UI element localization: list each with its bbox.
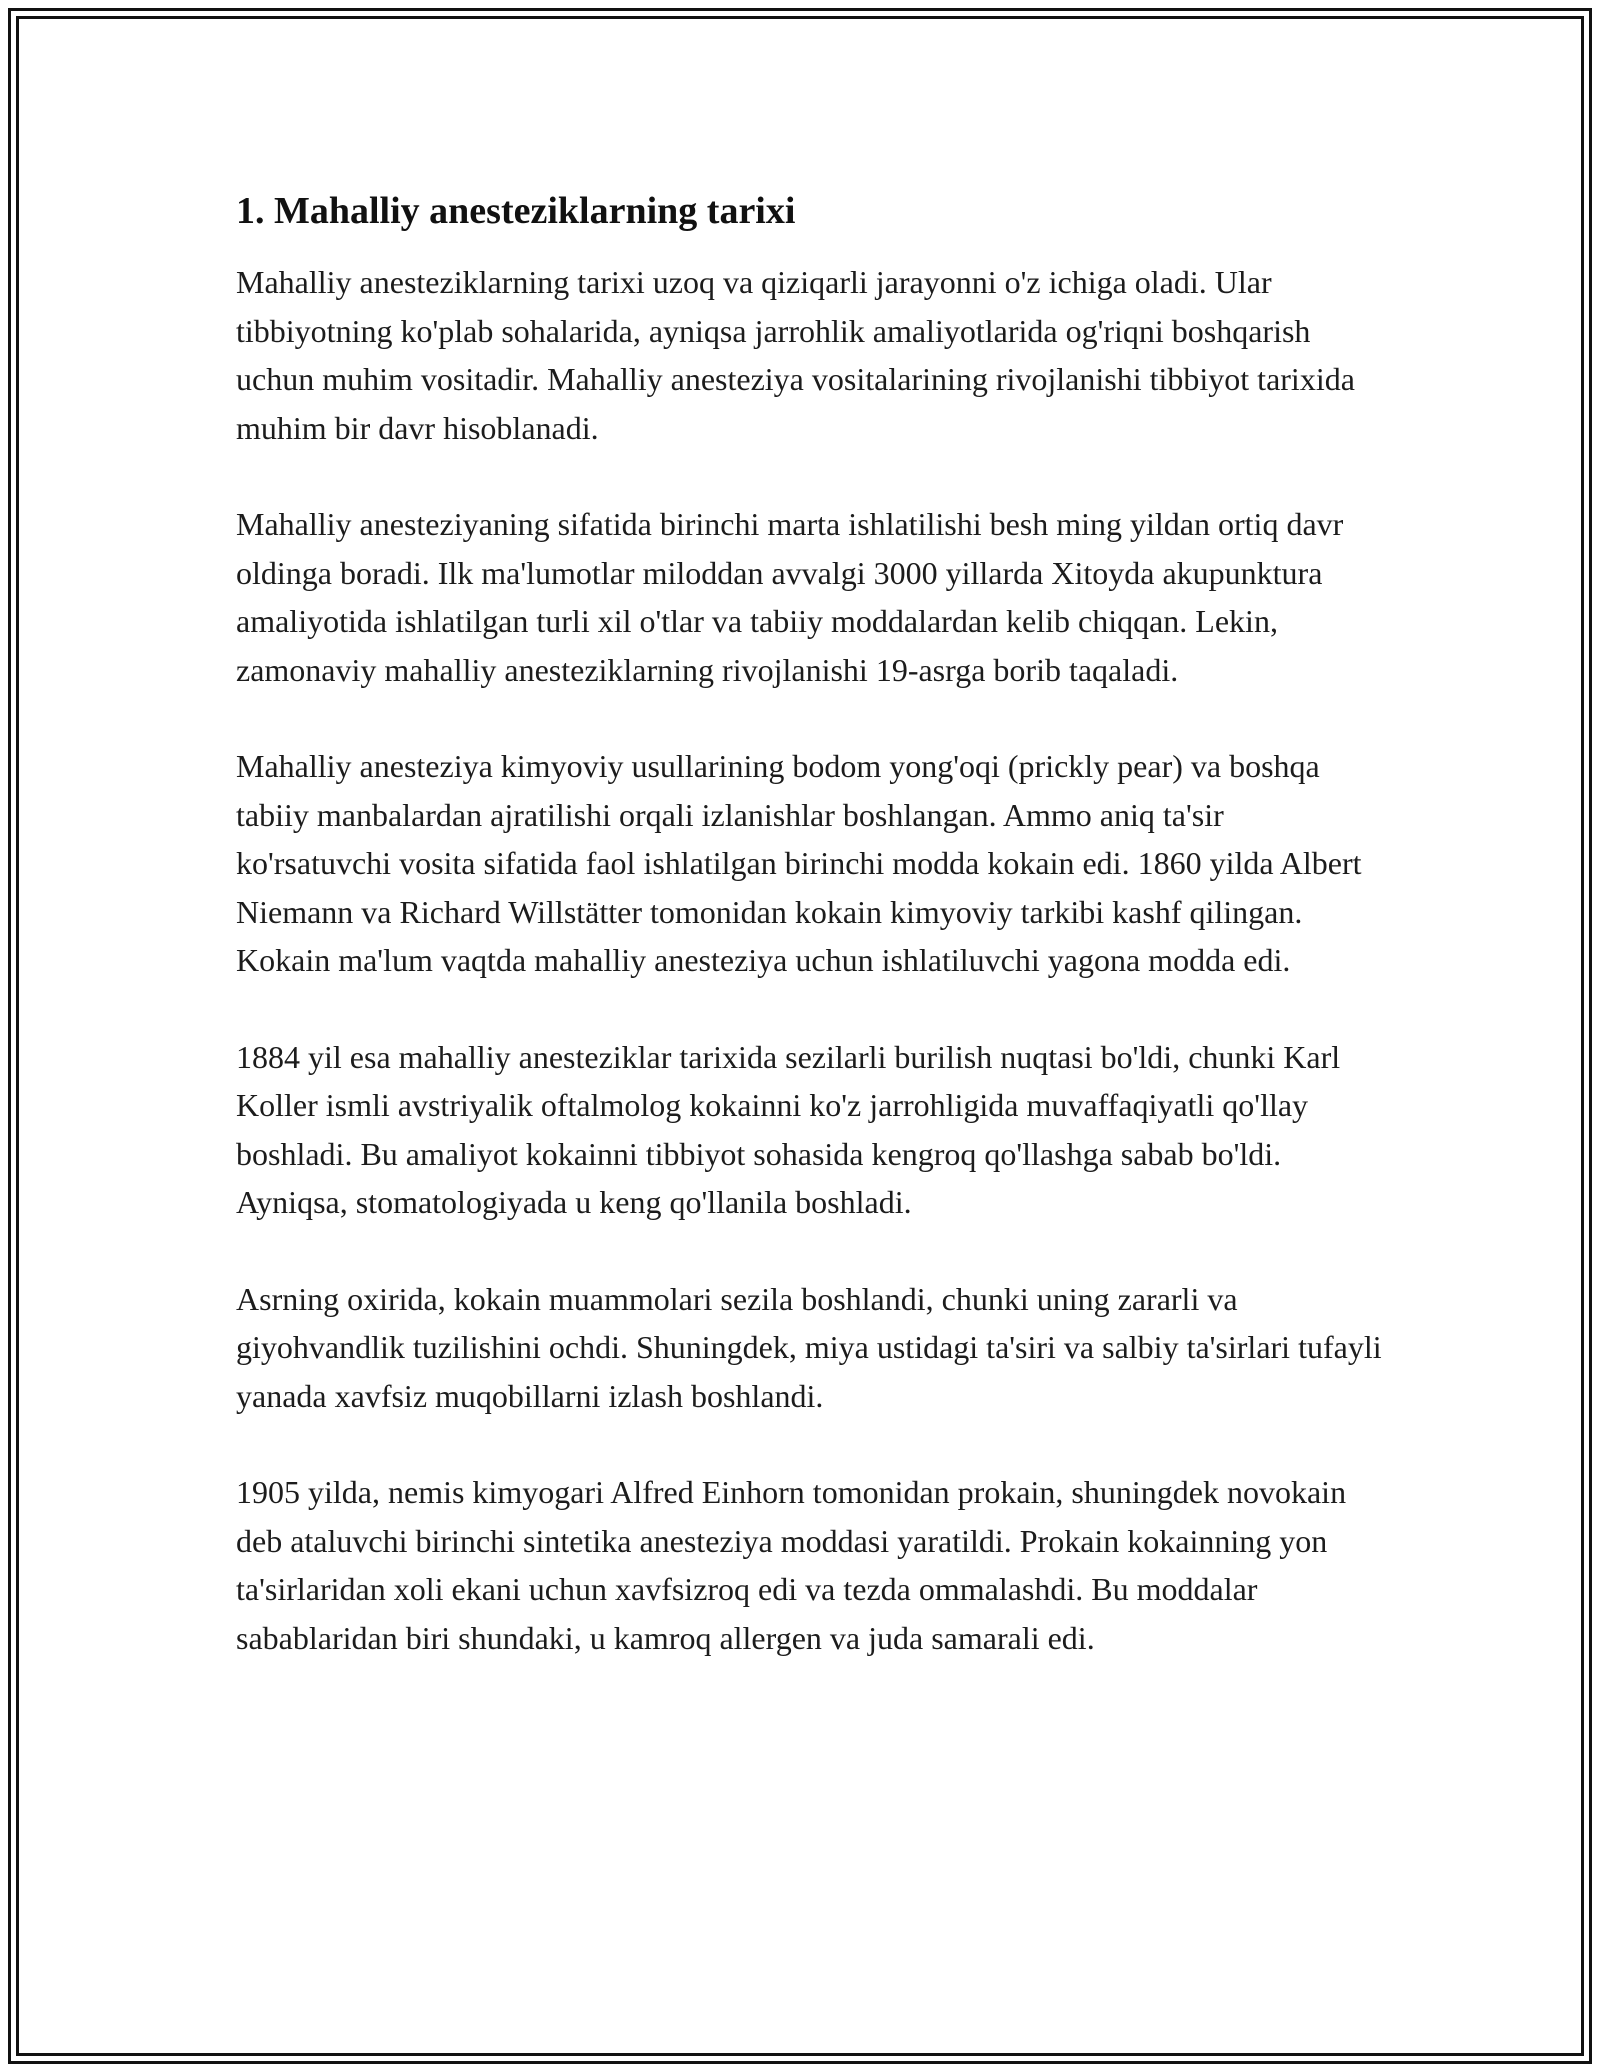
document-body: [236, 186, 1386, 1710]
paragraph-3: Mahalliy anesteziya kimyoviy usullarining bodom yong'oqi (prickly pear) va boshqa tabiiy manbalardan ajratilishi orqali izlanishlar boshlangan. Ammo aniq ta'sir ko'rsatuvchi vosita sifatida faol ishlatilgan birinchi modda kokain edi. 1860 yilda Albert Niemann va Richard Willstätter tomonidan kokain kimyoviy tarkibi kashf qilingan. Kokain ma'lum vaqtda mahalliy anesteziya uchun ishlatiluvchi yagona modda edi.: [236, 748, 1362, 978]
paragraph-4: 1884 yil esa mahalliy anesteziklar tarixida sezilarli burilish nuqtasi bo'ldi, chunki Karl Koller ismli avstriyalik oftalmolog kokainni ko'z jarrohligida muvaffaqiyatli qo'llay boshladi. Bu amaliyot kokainni tibbiyot sohasida kengroq qo'llashga sabab bo'ldi. Ayniqsa, stomatologiyada u keng qo'llanila boshladi.: [236, 1038, 1341, 1220]
paragraph-2: Mahalliy anesteziyaning sifatida birinchi marta ishlatilishi besh ming yildan ortiq davr oldinga boradi. Ilk ma'lumotlar miloddan avvalgi 3000 yillarda Xitoyda akupunktura amaliyotida ishlatilgan turli xil o'tlar va tabiiy moddalardan kelib chiqqan. Lekin, zamonaviy mahalliy anesteziklarning rivojlanishi 19-asrga borib taqaladi.: [236, 506, 1344, 688]
section-heading: 1. Mahalliy anesteziklarning tarixi: [236, 190, 796, 232]
paragraph-6: 1905 yilda, nemis kimyogari Alfred Einhorn tomonidan prokain, shuningdek novokain deb ataluvchi birinchi sintetika anesteziya moddasi yaratildi. Prokain kokainning yon ta'sirlaridan xoli ekani uchun xavfsizroq edi va tezda ommalashdi. Bu moddalar sabablaridan biri shundaki, u kamroq allergen va juda samarali edi.: [236, 1474, 1347, 1656]
paragraph-1: Mahalliy anesteziklarning tarixi uzoq va qiziqarli jarayonni o'z ichiga oladi. Ular tibbiyotning ko'plab sohalarida, ayniqsa jarrohlik amaliyotlarida og'riqni boshqarish uchun muhim vositadir. Mahalliy anesteziya vositalarining rivojlanishi tibbiyot tarixida muhim bir davr hisoblanadi.: [236, 264, 1355, 446]
paragraph-5: Asrning oxirida, kokain muammolari sezila boshlandi, chunki uning zararli va giyohvandlik tuzilishini ochdi. Shuningdek, miya ustidagi ta'siri va salbiy ta'sirlari tufayli yanada xavfsiz muqobillarni izlash boshlandi.: [236, 1280, 1382, 1414]
